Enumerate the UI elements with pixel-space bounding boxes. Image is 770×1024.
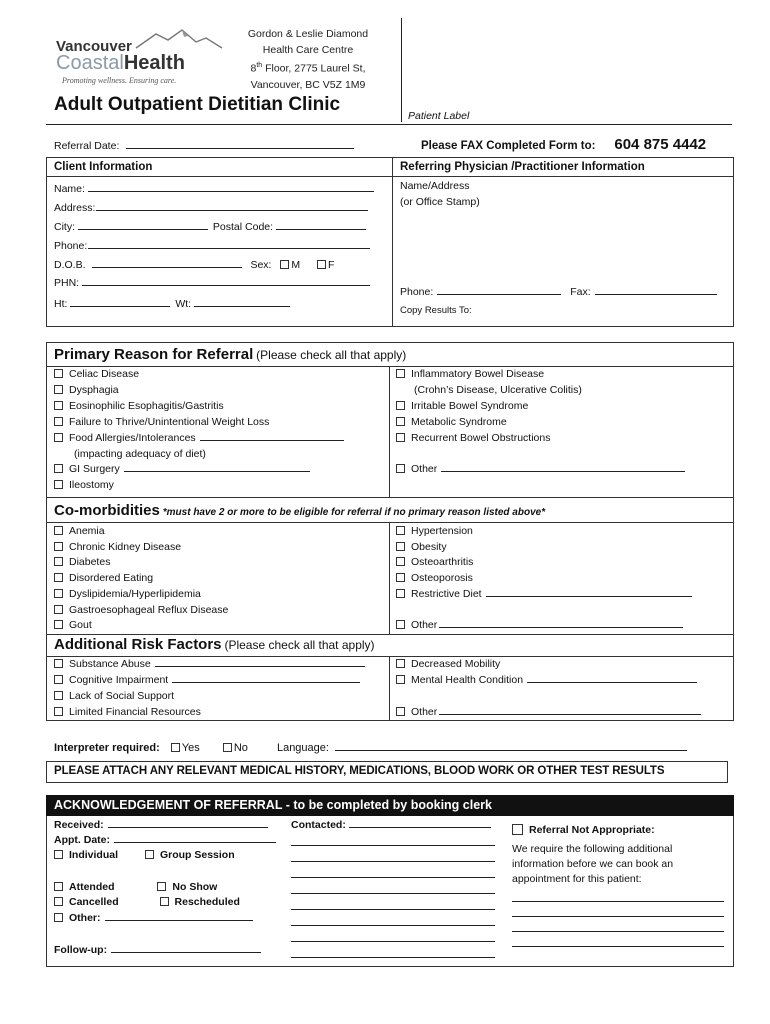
interpreter-label: Interpreter required: [54,742,160,754]
checkbox[interactable] [396,464,405,473]
ack-received-field[interactable] [108,827,268,828]
restrictive-diet-field[interactable] [486,596,692,597]
client-heading: Client Information [54,161,153,173]
client-dob-field[interactable] [92,267,242,268]
ack-appt-field[interactable] [114,842,276,843]
fax-label: Please FAX Completed Form to: [421,140,596,152]
checkbox[interactable] [54,605,63,614]
food-allergies-field[interactable] [200,440,344,441]
attach-notice: PLEASE ATTACH ANY RELEVANT MEDICAL HISTORY, MEDICATIONS, BLOOD WORK OR OTHER TEST RESULTS [54,765,665,777]
require-line-1[interactable] [512,901,724,902]
checkbox[interactable] [54,526,63,535]
ack-not-appropriate-row: Referral Not Appropriate: [512,824,655,836]
client-postal-field[interactable] [276,229,366,230]
comorb-left-0[interactable]: Anemia [54,525,105,537]
primary-right-3[interactable]: Recurrent Bowel Obstructions [396,432,550,444]
interpreter-no-checkbox[interactable] [223,743,232,752]
comorb-left-1[interactable]: Chronic Kidney Disease [54,541,181,553]
centre-floor: 8th Floor, 2775 Laurel St, [250,62,366,75]
checkbox[interactable] [54,589,63,598]
checkbox[interactable] [54,369,63,378]
physician-phone-row: Phone: Fax: [400,286,717,298]
referral-date-field[interactable] [126,148,354,149]
client-phn-field[interactable] [82,285,370,286]
primary-ibd-note: (Crohn’s Disease, Ulcerative Colitis) [414,384,582,396]
centre-address [228,26,388,93]
checklist-divider-2 [389,522,390,634]
ack-received-row: Received: [54,819,268,831]
checkbox[interactable] [54,675,63,684]
checkbox[interactable] [54,707,63,716]
page-title: Adult Outpatient Dietitian Clinic [54,94,341,115]
checkbox[interactable] [54,433,63,442]
ack-session-row: Individual Group Session [54,849,235,861]
comorb-left-6[interactable]: Gout [54,619,92,631]
logo-health: Health [123,52,185,74]
contacted-line-3[interactable] [291,877,495,878]
group-session-checkbox[interactable] [145,850,154,859]
fax-number: 604 875 4442 [614,136,707,153]
checkbox[interactable] [396,589,405,598]
logo-vancouver: Vancouver [56,38,132,55]
risk-right-0[interactable]: Decreased Mobility [396,658,500,670]
physician-name-address: Name/Address [400,180,470,192]
gi-surgery-field[interactable] [124,471,310,472]
checkbox[interactable] [54,557,63,566]
primary-ileostomy[interactable]: Ileostomy [54,479,114,491]
checkbox[interactable] [54,691,63,700]
contacted-line-4[interactable] [291,893,495,894]
mountain-logo-icon [134,28,224,52]
header-divider [401,18,402,122]
primary-left-3[interactable]: Failure to Thrive/Unintentional Weight Loss [54,416,269,428]
centre-name-2: Health Care Centre [262,44,354,56]
client-ht-field[interactable] [70,306,170,307]
comorb-right-2[interactable]: Osteoarthritis [396,556,473,568]
require-line-2[interactable] [512,916,724,917]
centre-city: Vancouver, BC V5Z 1M9 [250,78,366,91]
cancelled-checkbox[interactable] [54,897,63,906]
checkbox[interactable] [396,573,405,582]
logo-tagline: Promoting wellness. Ensuring care. [62,76,177,85]
fax-row [421,136,706,153]
client-physician-divider [392,157,393,326]
comorb-left-3[interactable]: Disordered Eating [54,572,153,584]
ack-followup-row: Follow-up: [54,944,261,956]
logo-coastal-health [56,52,185,75]
risk-title-rule [46,656,734,657]
contacted-line-7[interactable] [291,941,495,942]
checkbox[interactable] [396,659,405,668]
checkbox[interactable] [54,659,63,668]
checkbox[interactable] [396,417,405,426]
language-field[interactable] [335,750,687,751]
primary-right-0[interactable]: Inflammatory Bowel Disease [396,368,544,380]
client-dob-row: D.O.B. Sex: M F [54,259,335,271]
ack-appt-row: Appt. Date: [54,834,276,846]
contacted-line-8[interactable] [291,957,495,958]
centre-name: Gordon & Leslie Diamond [247,28,369,40]
logo-coastal: Coastal [56,52,124,74]
primary-right-2[interactable]: Metabolic Syndrome [396,416,507,428]
risk-left-0[interactable]: Substance Abuse [54,658,365,670]
checkbox[interactable] [54,385,63,394]
comorb-left-4[interactable]: Dyslipidemia/Hyperlipidemia [54,588,201,600]
checkbox[interactable] [54,480,63,489]
comorb-title-rule [46,522,734,523]
substance-abuse-field[interactable] [155,666,365,667]
sex-male-checkbox[interactable] [280,260,289,269]
comorb-other[interactable]: Other [396,619,683,631]
primary-section-title: Primary Reason for Referral (Please check all that apply) [54,346,407,363]
ack-heading: ACKNOWLEDGEMENT OF REFERRAL - to be completed by booking clerk [54,798,492,812]
checkbox[interactable] [396,620,405,629]
checkbox[interactable] [396,401,405,410]
risk-other[interactable]: Other [396,706,701,718]
primary-title-rule [46,366,734,367]
referral-date-label: Referral Date: [54,140,120,152]
comorb-left-5[interactable]: Gastroesophageal Reflux Disease [54,604,228,616]
physician-stamp-note: (or Office Stamp) [400,196,480,208]
risk-section-title: Additional Risk Factors (Please check all that apply) [54,636,375,653]
client-phn-row: PHN: [54,277,370,289]
comorb-right-4[interactable]: Restrictive Diet [396,588,692,600]
client-phone-row: Phone: [54,240,370,252]
client-city-row: City: Postal Code: [54,221,366,233]
header-rule [46,124,732,125]
ack-followup-field[interactable] [111,952,261,953]
sex-female-checkbox[interactable] [317,260,326,269]
rescheduled-checkbox[interactable] [160,897,169,906]
checklist-divider-1 [389,366,390,497]
risk-other-field[interactable] [439,714,701,715]
checkbox[interactable] [396,369,405,378]
primary-left-0[interactable]: Celiac Disease [54,368,139,380]
client-htwt-row: Ht: Wt: [54,298,290,310]
physician-heading: Referring Physician /Practitioner Information [400,161,645,173]
ack-other-checkbox[interactable] [54,913,63,922]
contacted-line-1[interactable] [291,845,495,846]
contacted-line-5[interactable] [291,909,495,910]
checkbox[interactable] [396,526,405,535]
client-wt-field[interactable] [194,306,290,307]
contacted-line-6[interactable] [291,925,495,926]
checkbox[interactable] [54,464,63,473]
client-address-field[interactable] [96,210,368,211]
comorb-section-title: Co-morbidities *must have 2 or more to be eligible for referral if no primary reason listed above* [54,502,546,519]
ack-contacted-field[interactable] [349,827,491,828]
ack-other-row: Other: [54,912,253,924]
client-phone-field[interactable] [88,248,370,249]
ack-cancelled-row: Cancelled Rescheduled [54,896,240,908]
interpreter-yes-checkbox[interactable] [171,743,180,752]
client-city-field[interactable] [78,229,208,230]
primary-left-2[interactable]: Eosinophilic Esophagitis/Gastritis [54,400,224,412]
no-show-checkbox[interactable] [157,882,166,891]
attended-checkbox[interactable] [54,882,63,891]
physician-copy-results: Copy Results To: [400,305,472,316]
require-line-3[interactable] [512,931,724,932]
checkbox[interactable] [54,573,63,582]
checkbox[interactable] [396,675,405,684]
comorb-right-3[interactable]: Osteoporosis [396,572,473,584]
ack-contacted-row: Contacted: [291,819,491,831]
comorb-other-field[interactable] [439,627,683,628]
ack-require-2: information before we can book an [512,858,674,870]
comorb-right-1[interactable]: Obesity [396,541,447,553]
checkbox[interactable] [396,557,405,566]
individual-checkbox[interactable] [54,850,63,859]
interpreter-row: Interpreter required: Yes No Language: [54,742,687,754]
referral-date-row [54,140,354,152]
primary-other[interactable]: Other [396,463,685,475]
comorb-top-rule [46,497,734,498]
mental-health-field[interactable] [527,682,697,683]
ack-require-3: appointment for this patient: [512,873,642,885]
comorb-left-2[interactable]: Diabetes [54,556,110,568]
physician-phone-field[interactable] [437,294,561,295]
primary-gi-surgery[interactable]: GI Surgery [54,463,310,475]
checkbox[interactable] [54,542,63,551]
comorb-right-0[interactable]: Hypertension [396,525,473,537]
checklist-divider-3 [389,656,390,720]
patient-label: Patient Label [408,110,470,122]
checkbox[interactable] [396,433,405,442]
contacted-line-2[interactable] [291,861,495,862]
risk-left-1[interactable]: Cognitive Impairment [54,674,360,686]
client-address-row: Address: [54,202,368,214]
risk-left-3[interactable]: Limited Financial Resources [54,706,201,718]
ack-other-field[interactable] [105,920,253,921]
checkbox[interactable] [396,707,405,716]
primary-left-4[interactable]: Food Allergies/Intolerances [54,432,344,444]
not-appropriate-checkbox[interactable] [512,824,523,835]
ack-require-1: We require the following additional [512,843,673,855]
risk-left-2[interactable]: Lack of Social Support [54,690,174,702]
cognitive-impairment-field[interactable] [172,682,360,683]
primary-left-1[interactable]: Dysphagia [54,384,119,396]
checkbox[interactable] [54,620,63,629]
physician-fax-field[interactable] [595,294,717,295]
checkbox[interactable] [54,417,63,426]
checkbox[interactable] [396,542,405,551]
vch-logo [54,28,224,88]
ack-attended-row: Attended No Show [54,881,217,893]
risk-top-rule [46,634,734,635]
risk-right-1[interactable]: Mental Health Condition [396,674,697,686]
primary-other-field[interactable] [441,471,685,472]
primary-right-1[interactable]: Irritable Bowel Syndrome [396,400,528,412]
client-heading-rule [46,176,734,177]
client-name-field[interactable] [88,191,374,192]
require-line-4[interactable] [512,946,724,947]
client-name-row: Name: [54,183,374,195]
checkbox[interactable] [54,401,63,410]
primary-food-note: (impacting adequacy of diet) [74,448,206,460]
